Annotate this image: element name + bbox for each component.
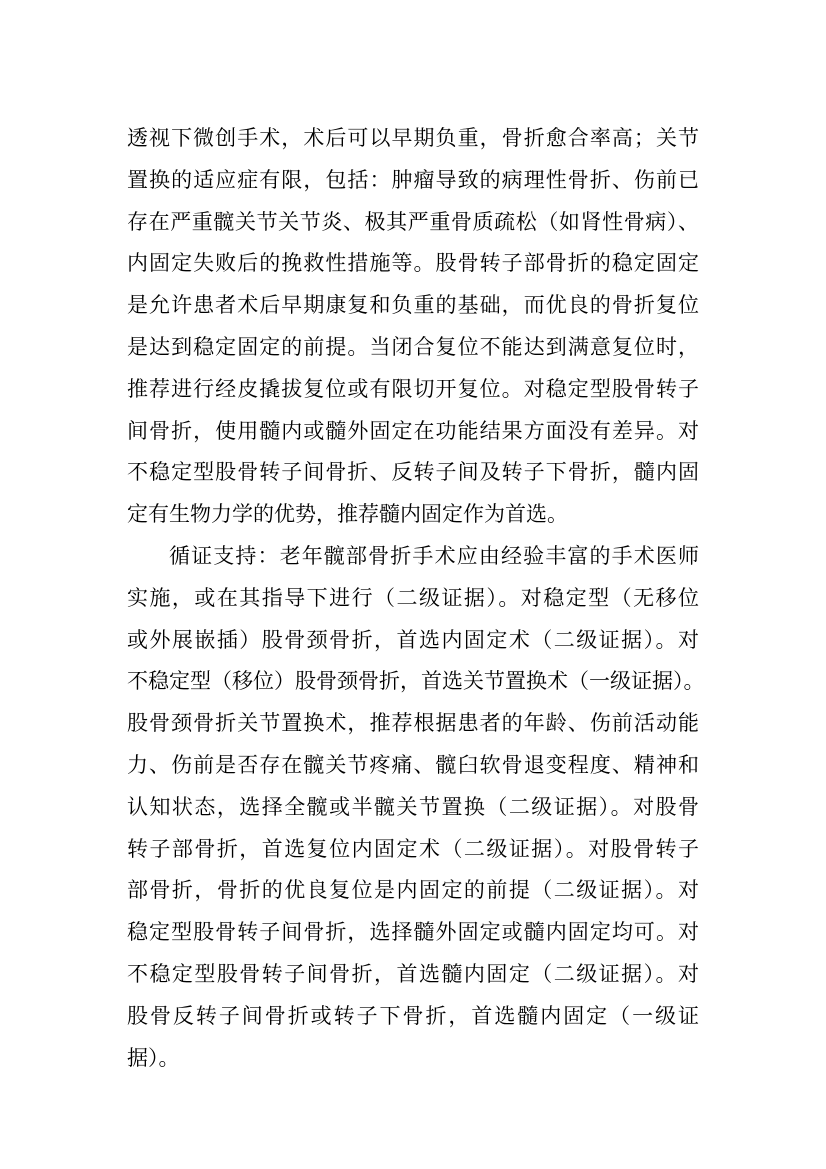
text-line: 透视下微创手术，术后可以早期负重，骨折愈合率高；关节: [127, 126, 699, 150]
text-line: 定有生物力学的优势，推荐髓内固定作为首选。: [127, 502, 568, 527]
body-text: [127, 118, 705, 1079]
text-line: 力、伤前是否存在髋关节疼痛、髋臼软骨退变程度、精神和: [127, 752, 699, 777]
text-line: 转子部骨折，首选复位内固定术（二级证据）。对股骨转子: [127, 836, 699, 861]
text-line: 间骨折，使用髓内或髓外固定在功能结果方面没有差异。对: [127, 418, 699, 443]
text-line: 推荐进行经皮撬拔复位或有限切开复位。对稳定型股骨转子: [127, 376, 699, 401]
paragraph-2: [127, 536, 705, 1079]
text-line: 认知状态，选择全髋或半髋关节置换（二级证据）。对股骨: [127, 794, 699, 819]
text-line: 循证支持：老年髋部骨折手术应由经验丰富的手术医师: [169, 543, 699, 568]
text-line: 据）。: [127, 1045, 180, 1070]
text-line: 股骨颈骨折关节置换术，推荐根据患者的年龄、伤前活动能: [127, 711, 699, 736]
text-line: 部骨折，骨折的优良复位是内固定的前提（二级证据）。对: [127, 878, 699, 903]
text-line: 不稳定型股骨转子间骨折、反转子间及转子下骨折，髓内固: [127, 460, 699, 485]
text-line: 不稳定型（移位）股骨颈骨折，首选关节置换术（一级证据）。: [127, 669, 705, 694]
text-line: 或外展嵌插）股骨颈骨折，首选内固定术（二级证据）。对: [127, 627, 699, 652]
text-line: 稳定型股骨转子间骨折，选择髓外固定或髓内固定均可。对: [127, 920, 699, 945]
text-line: 是允许患者术后早期康复和负重的基础，而优良的骨折复位: [127, 293, 699, 318]
text-line: 是达到稳定固定的前提。当闭合复位不能达到满意复位时，: [127, 334, 699, 359]
paragraph-1: [127, 118, 699, 536]
text-line: 股骨反转子间骨折或转子下骨折，首选髓内固定（一级证: [127, 1003, 699, 1028]
text-line: 内固定失败后的挽救性措施等。股骨转子部骨折的稳定固定: [127, 251, 699, 276]
text-line: 置换的适应症有限，包括：肿瘤导致的病理性骨折、伤前已: [127, 167, 699, 192]
text-line: 实施，或在其指导下进行（二级证据）。对稳定型（无移位: [127, 585, 699, 610]
text-line: 不稳定型股骨转子间骨折，首选髓内固定（二级证据）。对: [127, 961, 699, 986]
text-line: 存在严重髋关节关节炎、极其严重骨质疏松（如肾性骨病）、: [127, 209, 699, 234]
